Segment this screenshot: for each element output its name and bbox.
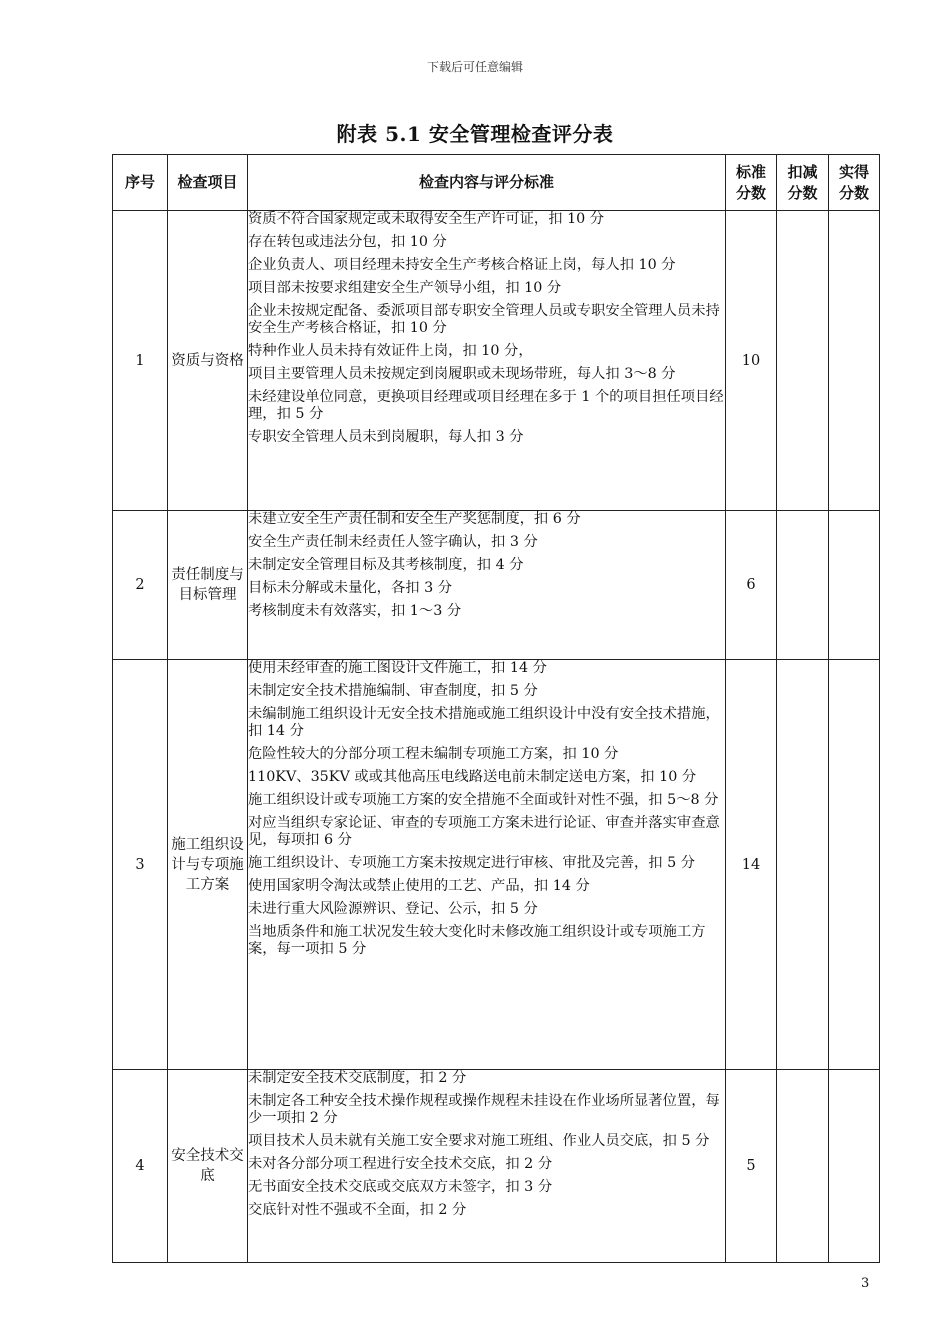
criterion-line: 当地质条件和施工状况发生较大变化时未修改施工组织设计或专项施工方案，每一项扣 5 分 [248,924,706,957]
row-no: 1 [113,211,168,511]
table-row [113,211,880,511]
criterion-line: 专职安全管理人员未到岗履职，每人扣 3 分 [248,429,524,445]
criterion-line: 未进行重大风险源辨识、登记、公示，扣 5 分 [248,901,538,917]
row-actual-score[interactable] [829,660,880,1070]
criterion-line: 未对各分部分项工程进行安全技术交底，扣 2 分 [248,1156,553,1172]
row-deducted-score[interactable] [777,1070,829,1263]
row-standard-score: 6 [726,511,777,660]
criterion-line: 存在转包或违法分包，扣 10 分 [248,234,447,250]
header-actual-score: 实得分数 [829,155,880,211]
row-item: 责任制度与目标管理 [168,511,248,660]
criterion-line: 安全生产责任制未经责任人签字确认，扣 3 分 [248,534,538,550]
criterion-line: 使用未经审查的施工图设计文件施工，扣 14 分 [248,660,547,676]
criterion-line: 资质不符合国家规定或未取得安全生产许可证，扣 10 分 [248,211,605,227]
table-row [113,1070,880,1263]
criterion-line: 未制定各工种安全技术操作规程或操作规程未挂设在作业场所显著位置，每少一项扣 2 分 [248,1093,720,1126]
criterion-line: 110KV、35KV 或或其他高压电线路送电前未制定送电方案，扣 10 分 [248,769,697,785]
table-header-row [113,155,880,211]
page-number: 3 [861,1276,870,1291]
criterion-line: 未制定安全技术措施编制、审查制度，扣 5 分 [248,683,538,699]
row-actual-score[interactable] [829,211,880,511]
row-deducted-score[interactable] [777,211,829,511]
header-note: 下载后可任意编辑 [426,60,523,74]
criterion-line: 目标未分解或未量化，各扣 3 分 [248,580,453,596]
criterion-line: 项目主要管理人员未按规定到岗履职或未现场带班，每人扣 3～8 分 [248,366,676,382]
criterion-line: 危险性较大的分部分项工程未编制专项施工方案，扣 10 分 [248,746,619,762]
row-no: 2 [113,511,168,660]
criterion-line: 施工组织设计或专项施工方案的安全措施不全面或针对性不强，扣 5～8 分 [248,792,719,808]
criterion-line: 未建立安全生产责任制和安全生产奖惩制度，扣 6 分 [248,511,581,527]
header-standard-score: 标准分数 [726,155,777,211]
header-no: 序号 [113,155,168,211]
criterion-line: 考核制度未有效落实，扣 1～3 分 [248,603,462,619]
row-standard-score: 14 [726,660,777,1070]
row-no: 4 [113,1070,168,1263]
safety-score-table [112,154,880,1263]
criterion-line: 无书面安全技术交底或交底双方未签字，扣 3 分 [248,1179,553,1195]
table-row [113,511,880,660]
criterion-line: 企业负责人、项目经理未持安全生产考核合格证上岗，每人扣 10 分 [248,257,676,273]
criterion-line: 交底针对性不强或不全面，扣 2 分 [248,1202,467,1218]
criterion-line: 未制定安全技术交底制度，扣 2 分 [248,1070,467,1086]
row-standard-score: 5 [726,1070,777,1263]
criterion-line: 项目部未按要求组建安全生产领导小组，扣 10 分 [248,280,562,296]
row-content [248,1070,726,1263]
row-deducted-score[interactable] [777,660,829,1070]
row-actual-score[interactable] [829,1070,880,1263]
row-standard-score: 10 [726,211,777,511]
criterion-line: 对应当组织专家论证、审查的专项施工方案未进行论证、审查并落实审查意见，每项扣 6 分 [248,815,720,848]
row-content [248,660,726,1070]
row-item: 安全技术交底 [168,1070,248,1263]
row-content [248,211,726,511]
criterion-line: 使用国家明令淘汰或禁止使用的工艺、产品，扣 14 分 [248,878,590,894]
criterion-line: 未制定安全管理目标及其考核制度，扣 4 分 [248,557,524,573]
header-content: 检查内容与评分标准 [248,155,726,211]
row-item: 施工组织设计与专项施工方案 [168,660,248,1070]
row-item: 资质与资格 [168,211,248,511]
table-row [113,660,880,1070]
row-no: 3 [113,660,168,1070]
header-item: 检查项目 [168,155,248,211]
criterion-line: 企业未按规定配备、委派项目部专职安全管理人员或专职安全管理人员未持安全生产考核合格证，扣 10 分 [248,303,720,336]
row-actual-score[interactable] [829,511,880,660]
page-title: 附表 5.1 安全管理检查评分表 [336,122,614,146]
row-deducted-score[interactable] [777,511,829,660]
criterion-line: 未编制施工组织设计无安全技术措施或施工组织设计中没有安全技术措施，扣 14 分 [248,706,720,739]
criterion-line: 项目技术人员未就有关施工安全要求对施工班组、作业人员交底，扣 5 分 [248,1133,710,1149]
criterion-line: 施工组织设计、专项施工方案未按规定进行审核、审批及完善，扣 5 分 [248,855,696,871]
header-deducted-score: 扣减分数 [777,155,829,211]
criterion-line: 未经建设单位同意，更换项目经理或项目经理在多于 1 个的项目担任项目经理，扣 5 分 [248,389,724,422]
criterion-line: 特种作业人员未持有效证件上岗，扣 10 分， [248,343,533,359]
row-content [248,511,726,660]
